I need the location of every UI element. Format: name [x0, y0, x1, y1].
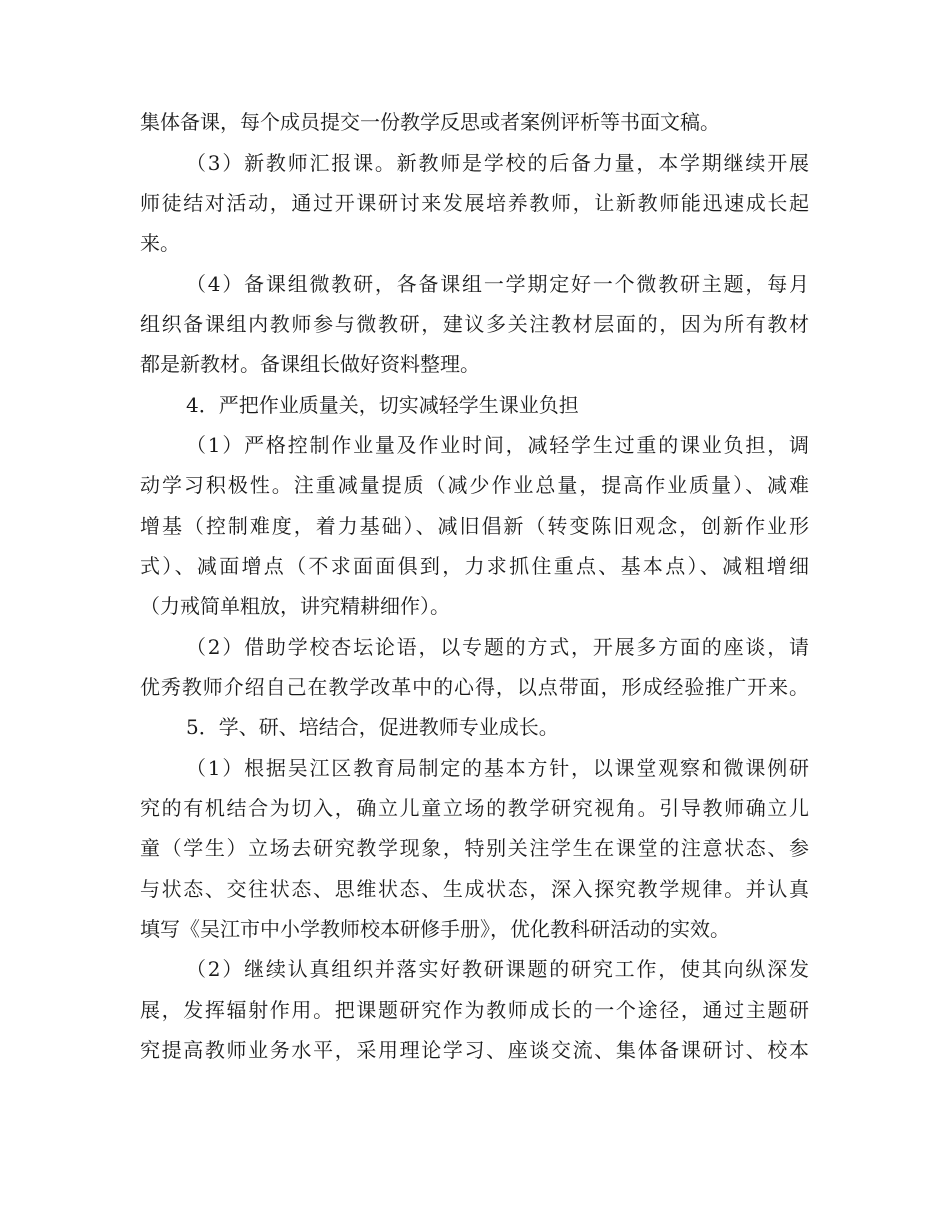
text-line: 4．严把作业质量关，切实减轻学生课业负担: [186, 393, 579, 417]
text-line: （力戒简单粗放，讲究精耕细作）。: [140, 594, 450, 618]
text-line: 与状态、交往状态、思维状态、生成状态，深入探究教学规律。并认真: [140, 877, 809, 901]
text-line: （4）备课组微教研，各备课组一学期定好一个微教研主题，每月: [186, 272, 809, 296]
text-line: （2）继续认真组织并落实好教研课题的研究工作，使其向纵深发: [186, 957, 809, 981]
text-line: （3）新教师汇报课。新教师是学校的后备力量，本学期继续开展: [186, 151, 809, 175]
text-line: （1）严格控制作业量及作业时间，减轻学生过重的课业负担，调: [186, 433, 809, 457]
text-line: 增基（控制难度，着力基础）、减旧倡新（转变陈旧观念，创新作业形: [140, 514, 809, 538]
text-line: 都是新教材。备课组长做好资料整理。: [140, 352, 480, 376]
text-line: 展，发挥辐射作用。把课题研究作为教师成长的一个途径，通过主题研: [140, 998, 809, 1022]
text-line: 动学习积极性。注重减量提质（减少作业总量，提高作业质量）、减难: [140, 473, 809, 497]
text-line: （1）根据吴江区教育局制定的基本方针，以课堂观察和微课例研: [186, 756, 809, 780]
text-line: 优秀教师介绍自己在教学改革中的心得，以点带面，形成经验推广开来。: [140, 675, 809, 699]
text-line: 来。: [140, 231, 180, 255]
text-line: 究提高教师业务水平，采用理论学习、座谈交流、集体备课研讨、校本: [140, 1038, 809, 1062]
text-line: 师徒结对活动，通过开课研讨来发展培养教师，让新教师能迅速成长起: [140, 191, 809, 215]
text-line: 式）、减面增点（不求面面俱到，力求抓住重点、基本点）、减粗增细: [140, 554, 809, 578]
text-line: 童（学生）立场去研究教学现象，特别关注学生在课堂的注意状态、参: [140, 836, 809, 860]
text-line: 集体备课，每个成员提交一份教学反思或者案例评析等书面文稿。: [140, 110, 720, 134]
text-line: 5．学、研、培结合，促进教师专业成长。: [186, 715, 559, 739]
text-line: 填写《吴江市中小学教师校本研修手册》，优化教科研活动的实效。: [140, 917, 730, 941]
text-line: 组织备课组内教师参与微教研，建议多关注教材层面的，因为所有教材: [140, 312, 809, 336]
text-line: 究的有机结合为切入，确立儿童立场的教学研究视角。引导教师确立儿: [140, 796, 809, 820]
text-line: （2）借助学校杏坛论语，以专题的方式，开展多方面的座谈，请: [186, 635, 809, 659]
